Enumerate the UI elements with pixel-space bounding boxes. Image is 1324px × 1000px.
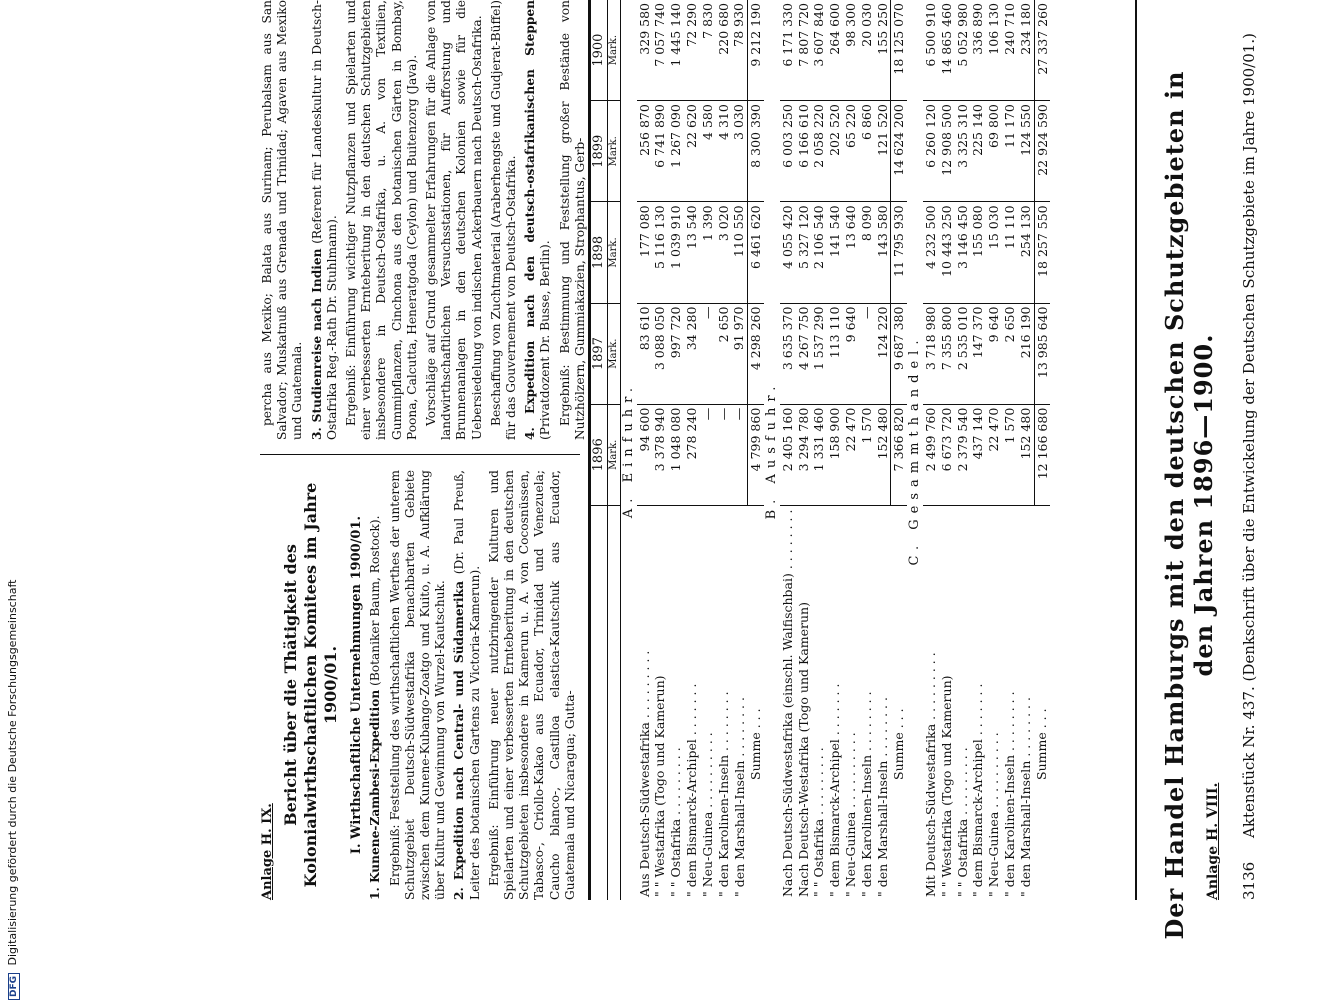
table-cell: 2 379 540 [955, 404, 971, 505]
report-paragraph [310, 0, 340, 440]
row-label: " Neu-Guinea . . . . . . . . . . [986, 732, 1002, 897]
sum-label: Summe . . . [891, 708, 907, 780]
table-cell: 1 570 [1002, 404, 1018, 505]
row-label: " den Marshall-Inseln . . . . . . . . [874, 697, 890, 897]
report-paragraph [368, 470, 383, 900]
table-cell: 110 550 [731, 202, 747, 303]
table-cell: 177 080 [637, 202, 653, 303]
paragraph-text: Ergebniß: Feststellung des wirthschaftlichen Werthes der unterem Schutzgebiet Deutsch-Südwestafrika benachbarten Gebiete zwischen dem Kunene-Kubango-Zoatgo und Kuito, u. A. Aufklärung über Kultur und Gewinnung von Wurzel-Kautschuk. [387, 470, 448, 900]
table-cell: 6 003 250 [780, 101, 796, 202]
table-cell: — [859, 303, 875, 404]
sum-cell: 4 298 260 [748, 303, 764, 404]
table-cell: 72 290 [684, 0, 700, 101]
row-label: " den Marshall-Inseln . . . . . . . . [1017, 697, 1033, 897]
row-label: " dem Bismarck-Archipel . . . . . . . [970, 683, 986, 897]
table-cell: 1 537 290 [811, 303, 827, 404]
table-cell: 11 110 [1002, 202, 1018, 303]
table-cell: 256 870 [637, 101, 653, 202]
table-cell: 3 325 310 [955, 101, 971, 202]
table-cell: 124 550 [1018, 101, 1034, 202]
table-cell: 4 580 [700, 101, 716, 202]
label-column-header [591, 505, 607, 900]
table-cell: — [716, 404, 732, 505]
table-row [796, 0, 812, 900]
table-cell: 14 865 460 [939, 0, 955, 101]
sum-cell: 6 461 620 [748, 202, 764, 303]
row-label: " den Karolinen-Inseln . . . . . . . . [1001, 691, 1017, 897]
sum-cell: 12 166 680 [1034, 404, 1050, 505]
dfg-logo: DFG [8, 973, 20, 1000]
sum-cell: 8 300 390 [748, 101, 764, 202]
table-cell: 124 220 [875, 303, 891, 404]
table-cell: 1 570 [859, 404, 875, 505]
report-paragraph [523, 0, 553, 440]
paragraph-text: (Dr. Paul Preuß, Leiter des botanischen Gartens zu Victoria-Kamerun). [452, 469, 482, 900]
section-heading-row [907, 0, 923, 900]
anlage-viii-label: Anlage H. VIII. [1205, 782, 1221, 900]
table-cell: 3 020 [716, 202, 732, 303]
table-row [811, 0, 827, 900]
table-cell: 7 355 800 [939, 303, 955, 404]
table-cell: 2 499 760 [923, 404, 939, 505]
table-cell: 34 280 [684, 303, 700, 404]
table-cell: 3 088 050 [652, 303, 668, 404]
running-head [1240, 0, 1258, 900]
table-cell: 264 600 [827, 0, 843, 101]
table-cell: 6 860 [859, 101, 875, 202]
table-cell: 13 640 [843, 202, 859, 303]
table-row [875, 0, 891, 900]
unit-label: Mark. [607, 404, 620, 505]
table-cell: 12 908 500 [939, 101, 955, 202]
table-cell: 9 640 [843, 303, 859, 404]
table-row [1002, 0, 1018, 900]
table-cell: 329 580 [637, 0, 653, 101]
paragraph-text: (Botaniker Baum, Rostock). [368, 515, 383, 690]
sum-cell: 18 257 550 [1034, 202, 1050, 303]
table-row [827, 0, 843, 900]
table-cell: 106 130 [986, 0, 1002, 101]
table-cell: 7 057 740 [652, 0, 668, 101]
table-cell: 152 480 [875, 404, 891, 505]
paragraph-heading: 2. Expedition nach Central- und Südamerika [452, 580, 467, 900]
anlage-ix-label: Anlage H. IX. [260, 803, 275, 900]
section-heading-row [620, 0, 636, 900]
table-cell: 336 890 [970, 0, 986, 101]
running-head-text: Aktenstück Nr. 437. (Denkschrift über die Entwickelung der Deutschen Schutzgebiete im Jahre 1900/01.) [1240, 33, 1258, 838]
table-row [716, 0, 732, 900]
row-label: " " Ostafrika . . . . . . . . . [811, 747, 827, 897]
unit-label: Mark. [607, 202, 620, 303]
table-cell: 2 405 160 [780, 404, 796, 505]
report-paragraph [388, 470, 449, 900]
page-number: 3136 [1240, 861, 1258, 900]
table-row [986, 0, 1002, 900]
paragraph-text: Beschaffung von Zuchtmaterial (Araberhengste und Gudjerat-Büffel) für das Gouvernement von Deutsch-Ostafrika. [488, 0, 519, 440]
unit-row [607, 0, 620, 900]
table-cell: 1 445 140 [668, 0, 684, 101]
table-cell: 278 240 [684, 404, 700, 505]
table-cell: 4 310 [716, 101, 732, 202]
table-row [970, 0, 986, 900]
sum-cell: 13 985 640 [1034, 303, 1050, 404]
table-cell: 141 540 [827, 202, 843, 303]
table-cell: 152 480 [1018, 404, 1034, 505]
table-cell: 6 260 120 [923, 101, 939, 202]
table-cell: 78 930 [731, 0, 747, 101]
row-label: " Neu-Guinea . . . . . . . . . . [699, 732, 715, 897]
table-cell: 147 370 [970, 303, 986, 404]
table-cell: 3 718 980 [923, 303, 939, 404]
trade-table [591, 0, 1050, 900]
unit-label: Mark. [607, 303, 620, 404]
paragraph-text: Ergebniß: Bestimmung und Feststellung großer Bestände von Nutzhölzern, Gummiakazien, Strophantus, Gerb- [557, 0, 587, 440]
table-cell: 3 146 450 [955, 202, 971, 303]
table-cell: 6 741 890 [652, 101, 668, 202]
table-cell: 3 378 940 [652, 404, 668, 505]
paragraph-text: (Referent für Landeskultur in Deutsch-Ostafrika Reg.-Rath Dr. Stuhlmann). [309, 0, 339, 440]
sum-cell: 4 799 860 [748, 404, 764, 505]
table-cell: 94 600 [637, 404, 653, 505]
sum-label: Summe . . . [747, 708, 763, 780]
table-row [843, 0, 859, 900]
table-cell: 155 080 [970, 202, 986, 303]
table-cell: 6 171 330 [780, 0, 796, 101]
table-cell: 22 620 [684, 101, 700, 202]
table-cell: 158 900 [827, 404, 843, 505]
table-row [731, 0, 747, 900]
row-label: " " Westafrika (Togo und Kamerun) [938, 675, 954, 897]
table-cell: 4 267 750 [796, 303, 812, 404]
table-cell: 6 500 910 [923, 0, 939, 101]
table-row [684, 0, 700, 900]
unit-label: Mark. [607, 0, 620, 101]
row-label: Mit Deutsch-Südwestafrika . . . . . . . . . [922, 652, 938, 897]
table-cell: 3 635 370 [780, 303, 796, 404]
table-row [1018, 0, 1034, 900]
sum-label: Summe . . . [1034, 708, 1050, 780]
footer-text: Digitalisierung gefördert durch die Deutsche Forschungsgemeinschaft [6, 579, 19, 966]
section-heading: C. Gesammthandel. [907, 334, 923, 566]
sum-cell: 18 125 070 [891, 0, 907, 101]
table-cell: 7 830 [700, 0, 716, 101]
paragraph-text: percha aus Mexiko; Balata aus Surinam; Perubalsam aus San Salvador; Muskatnuß aus Grenada und Trinidad; Agaven aus Mexiko und Guatemala. [260, 0, 305, 440]
year-header: 1898 [591, 202, 607, 303]
table-cell: 98 300 [843, 0, 859, 101]
table-row [859, 0, 875, 900]
footer [6, 0, 20, 1000]
left-column-body [368, 470, 578, 900]
sum-cell: 11 795 930 [891, 202, 907, 303]
table-cell: 10 443 250 [939, 202, 955, 303]
table-cell: — [700, 404, 716, 505]
table-cell: 4 232 500 [923, 202, 939, 303]
year-header: 1899 [591, 101, 607, 202]
row-label: " " Westafrika (Togo und Kamerun) [652, 675, 668, 897]
table-cell: 254 130 [1018, 202, 1034, 303]
table-cell: 2 650 [1002, 303, 1018, 404]
row-label: " Neu-Guinea . . . . . . . . . . [842, 732, 858, 897]
year-header: 1897 [591, 303, 607, 404]
section-heading-row [764, 0, 780, 900]
sum-row [748, 0, 764, 900]
row-label: Nach Deutsch-Südwestafrika (einschl. Walfischbai) . . . . . . . . [779, 509, 795, 897]
table-row [939, 0, 955, 900]
sum-row [891, 0, 907, 900]
table-cell: 3 607 840 [811, 0, 827, 101]
table-cell: 9 640 [986, 303, 1002, 404]
table-cell: 1 039 910 [668, 202, 684, 303]
table-cell: 3 294 780 [796, 404, 812, 505]
paragraph-text: (Privatdozent Dr. Busse, Berlin). [538, 240, 553, 440]
paragraph-text: Ergebniß: Einführung neuer nutzbringender Kulturen und Spielarten und einer verbesserten Ernteberitung in den deutschen Schutzgebieten insbesondere in Kamerun u. A. von Cocosnüssen, Tabasco-, Criollo-Kakao aus Ecuador, Trinidad und Venezuela; Caucho blanco-, Castilloa elastica-Kautschuk aus Ecuador, Guatemala und Nicaragua; Gutta- [486, 470, 577, 900]
row-label: " den Marshall-Inseln . . . . . . . . [731, 697, 747, 897]
section-heading: A. Einfuhr. [620, 381, 636, 519]
table-cell: 5 116 130 [652, 202, 668, 303]
table-cell: 11 170 [1002, 101, 1018, 202]
table-cell: 1 331 460 [811, 404, 827, 505]
report-paragraph [558, 0, 588, 440]
table-cell: 216 190 [1018, 303, 1034, 404]
report-columns [260, 0, 587, 900]
paragraph-heading: 4. Expedition nach den deutsch-ostafrikanischen Steppen [523, 0, 538, 440]
table-row [955, 0, 971, 900]
table-cell: — [731, 404, 747, 505]
paragraph-text: Vorschläge auf Grund gesammelter Erfahrungen für die Anlage von landwirthschaftlichen Versuchsstationen, für Aufforstung und Brunnenanlagen in den deutschen Kolonien sowie für die Uebersiedelung von indischen Ackerbauern nach Deutsch-Ostafrika. [424, 0, 484, 440]
row-label: " dem Bismarck-Archipel . . . . . . . [827, 683, 843, 897]
table-row [637, 0, 653, 900]
sum-row [1034, 0, 1050, 900]
table-cell: 13 540 [684, 202, 700, 303]
paragraph-heading: 1. Kunene-Zambesi-Expedition [368, 689, 383, 900]
table-cell: 69 800 [986, 101, 1002, 202]
table-cell: 20 030 [859, 0, 875, 101]
sum-cell: 9 212 190 [748, 0, 764, 101]
table-cell: 202 520 [827, 101, 843, 202]
row-label: " " Ostafrika . . . . . . . . . [954, 747, 970, 897]
report-paragraph [424, 0, 485, 440]
year-header: 1896 [591, 404, 607, 505]
table-cell: 240 710 [1002, 0, 1018, 101]
table-cell: 143 580 [875, 202, 891, 303]
section-heading: B. Ausfuhr. [763, 380, 779, 520]
table-title: Der Handel Hamburgs mit den deutschen Schutzgebieten in den Jahren 1896—1900. [1160, 70, 1218, 940]
column-divider [260, 454, 580, 455]
table-cell: 2 058 220 [811, 101, 827, 202]
table-cell: 22 470 [843, 404, 859, 505]
table-cell: 234 180 [1018, 0, 1034, 101]
sum-cell: 9 687 380 [891, 303, 907, 404]
table-row [668, 0, 684, 900]
report-title: Bericht über die Thätigkeit des Kolonialwirthschaftlichen Komitees im Jahre 1900/01. [281, 482, 341, 888]
table-row [700, 0, 716, 900]
paragraph-heading: 3. Studienreise nach Indien [309, 248, 324, 440]
table-cell: 155 250 [875, 0, 891, 101]
right-column-body [260, 0, 588, 440]
report-paragraph [487, 470, 578, 900]
sum-cell: 14 624 200 [891, 101, 907, 202]
table-cell: 1 390 [700, 202, 716, 303]
report-paragraph [452, 470, 482, 900]
table-cell: 5 327 120 [796, 202, 812, 303]
table-cell: 91 970 [731, 303, 747, 404]
sum-cell: 22 924 590 [1034, 101, 1050, 202]
table-cell: 1 267 090 [668, 101, 684, 202]
trade-table-wrapper [588, 0, 1137, 900]
row-label: Nach Deutsch-Westafrika (Togo und Kamerun) [795, 602, 811, 897]
table-cell: 113 110 [827, 303, 843, 404]
table-cell: 8 090 [859, 202, 875, 303]
sum-cell: 27 337 260 [1034, 0, 1050, 101]
sum-cell: 7 366 820 [891, 404, 907, 505]
table-cell: 6 166 610 [796, 101, 812, 202]
table-row [923, 0, 939, 900]
paragraph-text: Ergebniß: Einführung wichtiger Nutzpflanzen und Spielarten und einer verbesserten Ernteberitung in den deutschen Schutzgebieten insbesondere in Deutsch-Ostafrika, u. A. von Textilien, Gummipflanzen, Cinchona aus den botanischen Gärten in Bombay, Poona, Calcutta, Heneratgoda (Ceylon) und Buitenzorg (Java). [344, 0, 419, 440]
table-cell: 1 048 080 [668, 404, 684, 505]
row-label: " dem Bismarck-Archipel . . . . . . . [683, 683, 699, 897]
row-label: " " Ostafrika . . . . . . . . . [668, 747, 684, 897]
row-label: " den Karolinen-Inseln . . . . . . . . [858, 691, 874, 897]
table-cell: 437 140 [970, 404, 986, 505]
row-label: " den Karolinen-Inseln . . . . . . . . [715, 691, 731, 897]
table-row [780, 0, 796, 900]
table-cell: 5 052 980 [955, 0, 971, 101]
table-cell: 121 520 [875, 101, 891, 202]
table-cell: — [700, 303, 716, 404]
table-cell: 2 535 010 [955, 303, 971, 404]
year-header: 1900 [591, 0, 607, 101]
table-cell: 15 030 [986, 202, 1002, 303]
table-cell: 2 106 540 [811, 202, 827, 303]
row-label: Aus Deutsch-Südwestafrika . . . . . . . . . [636, 650, 652, 897]
table-cell: 6 673 720 [939, 404, 955, 505]
report-paragraph [344, 0, 420, 440]
table-body [620, 0, 1050, 900]
report-paragraph [260, 0, 306, 440]
table-cell: 65 220 [843, 101, 859, 202]
report-column-right [260, 0, 587, 440]
table-header-row [591, 0, 607, 900]
table-cell: 225 140 [970, 101, 986, 202]
table-cell: 22 470 [986, 404, 1002, 505]
unit-label: Mark. [607, 101, 620, 202]
table-cell: 3 030 [731, 101, 747, 202]
section-heading: I. Wirthschaftliche Unternehmungen 1900/01. [349, 515, 365, 855]
table-cell: 7 807 720 [796, 0, 812, 101]
report-paragraph [489, 0, 519, 440]
table-cell: 2 650 [716, 303, 732, 404]
report-column-left [260, 470, 580, 900]
table-cell: 83 610 [637, 303, 653, 404]
table-cell: 4 055 420 [780, 202, 796, 303]
table-cell: 997 720 [668, 303, 684, 404]
table-row [652, 0, 668, 900]
table-cell: 220 680 [716, 0, 732, 101]
